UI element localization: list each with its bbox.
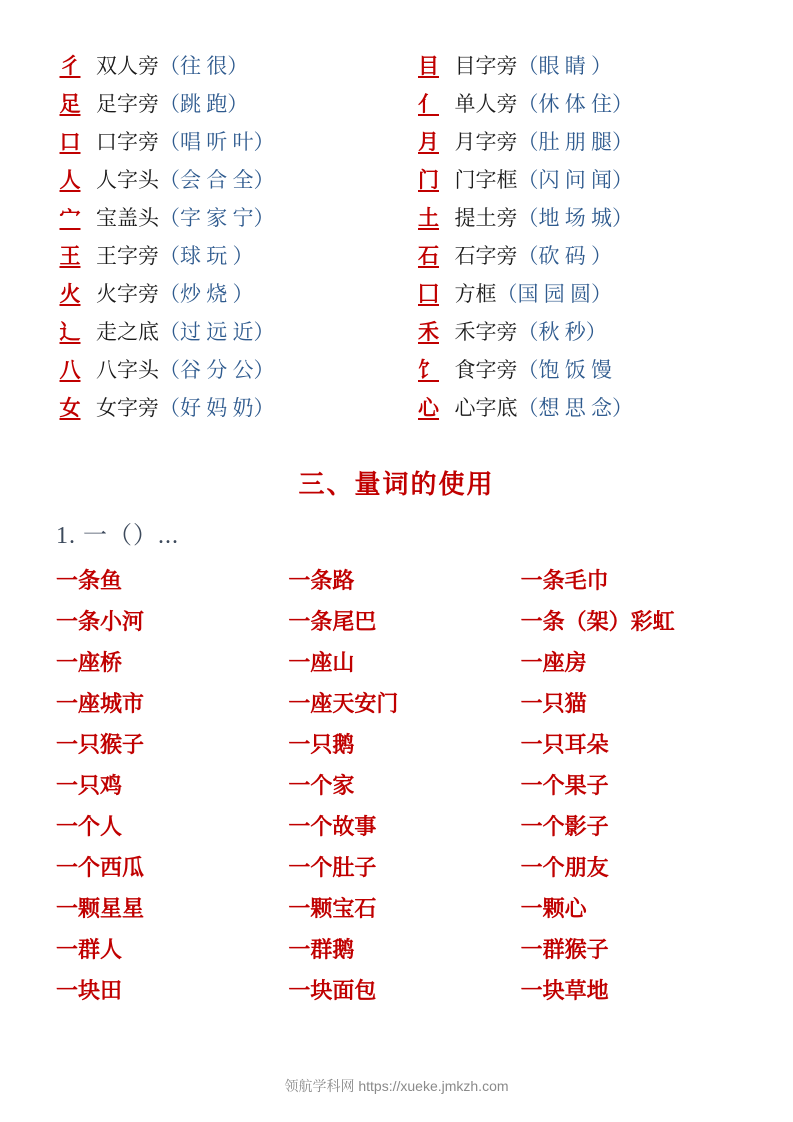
radical-examples: （字 家 宁） [159, 206, 275, 230]
radical-glyph: 人 [59, 168, 81, 192]
radical-glyph: 彳 [59, 54, 81, 78]
radical-row [409, 278, 744, 316]
measure-word-item: 一颗宝石 [288, 896, 377, 921]
radical-row [50, 354, 385, 392]
radical-examples: （谷 分 公） [159, 358, 275, 382]
radical-glyph: 月 [418, 130, 439, 154]
radical-row [409, 392, 744, 430]
radical-row [50, 278, 385, 316]
sub-heading: 1. 一（）... [56, 523, 179, 549]
measure-word-item: 一只猴子 [56, 732, 145, 757]
measure-word-item: 一条（架）彩虹 [520, 609, 675, 634]
radical-glyph: 囗 [418, 282, 439, 306]
radical-glyph: 亻 [418, 92, 439, 116]
radical-examples: （饱 饭 馒 [517, 358, 612, 382]
measure-word-item: 一个果子 [520, 773, 609, 798]
measure-word-item: 一群猴子 [520, 937, 609, 962]
radical-row [409, 316, 744, 354]
radical-glyph: 口 [59, 130, 81, 154]
footer-watermark: 领航学科网 https://xueke.jmkzh.com [284, 1078, 509, 1094]
measure-word-item: 一座山 [288, 650, 355, 675]
measure-word-item: 一块草地 [520, 978, 609, 1003]
radical-name: 王字旁 [96, 244, 159, 268]
radical-row [50, 392, 385, 430]
radical-examples: （跳 跑） [159, 92, 249, 116]
radical-table [50, 50, 743, 430]
radical-glyph: 八 [59, 358, 81, 382]
radical-row [50, 240, 385, 278]
radical-glyph: 目 [418, 54, 439, 78]
measure-word-item: 一个故事 [288, 814, 377, 839]
radical-glyph: 辶 [59, 320, 81, 344]
measure-word-item: 一只猫 [520, 691, 587, 716]
radical-name: 食字旁 [454, 358, 518, 382]
measure-word-item: 一座天安门 [288, 691, 399, 716]
radical-name: 月字旁 [454, 130, 518, 154]
measure-word-item: 一只耳朵 [520, 732, 609, 757]
measure-word-item: 一颗星星 [56, 896, 145, 921]
measure-word-item: 一颗心 [520, 896, 587, 921]
measure-word-item: 一块田 [56, 978, 123, 1003]
radical-name: 口字旁 [96, 130, 159, 154]
measure-word-item: 一座城市 [56, 691, 145, 716]
radical-glyph: 女 [59, 396, 81, 420]
radical-examples: （肚 朋 腿） [517, 130, 633, 154]
measure-word-item: 一群人 [56, 937, 123, 962]
radical-name: 走之底 [96, 320, 159, 344]
radical-glyph: 心 [418, 396, 439, 420]
radical-row [409, 202, 744, 240]
radical-name: 心字底 [454, 396, 518, 420]
radical-row [50, 50, 385, 88]
radical-examples: （想 思 念） [517, 396, 633, 420]
radical-name: 门字框 [454, 168, 518, 192]
radical-row [409, 354, 744, 392]
radical-column-left [50, 50, 385, 430]
measure-word-item: 一座桥 [56, 650, 123, 675]
measure-word-item: 一条鱼 [56, 568, 123, 593]
radical-row [50, 126, 385, 164]
radical-row [409, 50, 744, 88]
radical-examples: （地 场 城） [517, 206, 633, 230]
measure-word-item: 一个朋友 [520, 855, 609, 880]
radical-examples: （国 园 圆） [496, 282, 612, 306]
measure-word-item: 一条小河 [56, 609, 145, 634]
radical-glyph: 禾 [418, 320, 439, 344]
radical-glyph: 宀 [59, 206, 81, 230]
radical-examples: （砍 码 ） [517, 244, 612, 268]
measure-word-item: 一只鸡 [56, 773, 123, 798]
radical-name: 八字头 [96, 358, 159, 382]
radical-row [409, 126, 744, 164]
radical-row [50, 164, 385, 202]
measure-word-item: 一个影子 [520, 814, 609, 839]
measure-word-item: 一个肚子 [288, 855, 377, 880]
measure-word-item: 一只鹅 [288, 732, 355, 757]
radical-examples: （唱 听 叶） [159, 130, 275, 154]
radical-examples: （眼 睛 ） [517, 54, 612, 78]
radical-examples: （炒 烧 ） [159, 282, 254, 306]
radical-examples: （休 体 住） [517, 92, 633, 116]
radical-name: 方框 [454, 282, 497, 306]
radical-glyph: 石 [418, 244, 439, 268]
measure-word-item: 一条毛巾 [520, 568, 609, 593]
radical-name: 足字旁 [96, 92, 159, 116]
radical-row [50, 88, 385, 126]
radical-examples: （球 玩 ） [159, 244, 254, 268]
measure-word-item: 一个家 [288, 773, 355, 798]
radical-column-right [409, 50, 744, 430]
radical-row [409, 88, 744, 126]
radical-name: 宝盖头 [96, 206, 159, 230]
radical-glyph: 火 [59, 282, 81, 306]
radical-glyph: 门 [418, 168, 439, 192]
radical-row [50, 316, 385, 354]
section-heading: 三、量词的使用 [298, 470, 495, 499]
radical-name: 双人旁 [96, 54, 159, 78]
radical-glyph: 土 [418, 206, 439, 230]
radical-name: 禾字旁 [454, 320, 518, 344]
radical-name: 目字旁 [454, 54, 518, 78]
measure-word-item: 一座房 [520, 650, 587, 675]
radical-name: 女字旁 [96, 396, 159, 420]
measure-word-item: 一条尾巴 [288, 609, 377, 634]
measure-word-item: 一个西瓜 [56, 855, 145, 880]
radical-name: 石字旁 [454, 244, 518, 268]
radical-glyph: 足 [59, 92, 81, 116]
radical-name: 提土旁 [454, 206, 518, 230]
radical-glyph: 饣 [418, 358, 439, 382]
radical-name: 单人旁 [454, 92, 518, 116]
radical-row [50, 202, 385, 240]
radical-glyph: 王 [59, 244, 81, 268]
measure-word-item: 一条路 [288, 568, 355, 593]
measure-word-grid [50, 560, 743, 1011]
radical-examples: （会 合 全） [159, 168, 275, 192]
radical-examples: （闪 问 闻） [517, 168, 633, 192]
measure-word-item: 一群鹅 [288, 937, 355, 962]
measure-word-item: 一块面包 [288, 978, 377, 1003]
radical-name: 人字头 [96, 168, 159, 192]
measure-word-item: 一个人 [56, 814, 123, 839]
radical-row [409, 240, 744, 278]
radical-row [409, 164, 744, 202]
radical-examples: （往 很） [159, 54, 249, 78]
radical-examples: （过 远 近） [159, 320, 275, 344]
radical-examples: （好 妈 奶） [159, 396, 275, 420]
radical-examples: （秋 秒） [517, 320, 607, 344]
radical-name: 火字旁 [96, 282, 159, 306]
